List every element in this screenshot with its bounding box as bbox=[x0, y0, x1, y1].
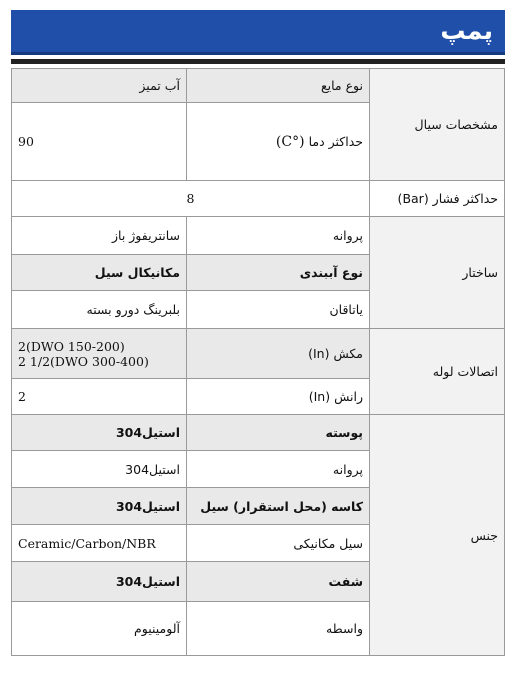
attr-discharge: رانش (In) bbox=[187, 379, 370, 415]
value-impeller-type: سانتریفوژ باز bbox=[12, 217, 187, 255]
group-fluid: مشخصات سیال bbox=[370, 69, 505, 181]
group-material: جنس bbox=[370, 415, 505, 656]
attr-seal-type: نوع آببندی bbox=[187, 255, 370, 291]
value-max-temp: 90 bbox=[12, 103, 187, 181]
table-row bbox=[12, 329, 505, 379]
temp-unit: (°C) bbox=[275, 133, 305, 150]
spec-table bbox=[11, 68, 505, 656]
value-discharge: 2 bbox=[12, 379, 187, 415]
value-max-pressure: 8 bbox=[12, 181, 370, 217]
header-divider bbox=[11, 59, 505, 64]
value-fluid-type: آب تمیز bbox=[12, 69, 187, 103]
attr-impeller-type: پروانه bbox=[187, 217, 370, 255]
value-mechanical-seal: Ceramic/Carbon/NBR bbox=[12, 525, 187, 562]
value-suction: 2(DWO 150-200) 2 1/2(DWO 300-400) bbox=[12, 329, 187, 379]
attr-casing: پوسته bbox=[187, 415, 370, 451]
page-title: پمپ bbox=[440, 16, 493, 45]
attr-bearing: یاتاقان bbox=[187, 291, 370, 329]
value-seal-type: مکانیکال سیل bbox=[12, 255, 187, 291]
table-row bbox=[12, 217, 505, 255]
value-seal-housing: استیل304 bbox=[12, 488, 187, 525]
group-pipes: اتصالات لوله bbox=[370, 329, 505, 415]
value-casing: استیل304 bbox=[12, 415, 187, 451]
attr-adapter: واسطه bbox=[187, 602, 370, 656]
max-temp-label: حداکثر دما bbox=[308, 133, 363, 149]
attr-suction: مکش (In) bbox=[187, 329, 370, 379]
table-row bbox=[12, 181, 505, 217]
group-structure: ساختار bbox=[370, 217, 505, 329]
attr-max-pressure: حداکثر فشار (Bar) bbox=[370, 181, 505, 217]
value-shaft: استیل304 bbox=[12, 562, 187, 602]
table-row bbox=[12, 415, 505, 451]
attr-shaft: شفت bbox=[187, 562, 370, 602]
header-bar bbox=[11, 10, 505, 55]
value-adapter: آلومینیوم bbox=[12, 602, 187, 656]
attr-impeller-material: پروانه bbox=[187, 451, 370, 488]
attr-max-temp bbox=[187, 103, 370, 181]
value-impeller-material: استیل304 bbox=[12, 451, 187, 488]
value-bearing: بلبرینگ دورو بسته bbox=[12, 291, 187, 329]
table-row bbox=[12, 69, 505, 103]
attr-mechanical-seal: سیل مکانیکی bbox=[187, 525, 370, 562]
attr-fluid-type: نوع مایع bbox=[187, 69, 370, 103]
attr-seal-housing: کاسه (محل استقرار) سیل bbox=[187, 488, 370, 525]
